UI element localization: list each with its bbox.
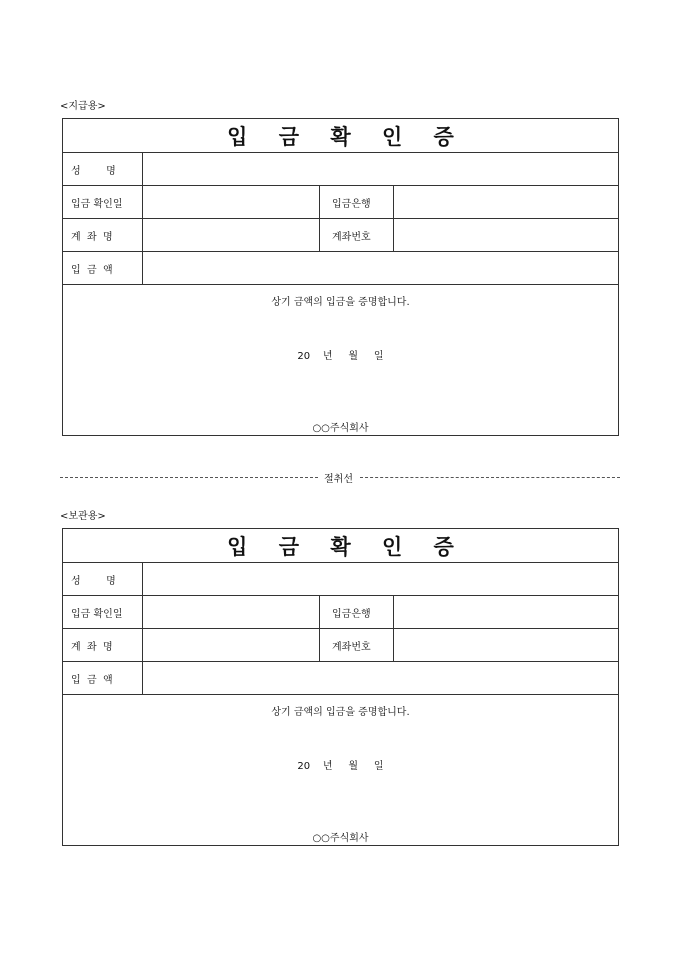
bank-field[interactable] (394, 596, 618, 628)
deposit-certificate-payment (62, 118, 619, 436)
form-title: 입 금 확 인 증 (63, 119, 618, 153)
cut-line-label: 절취선 (324, 474, 353, 485)
bank-field[interactable] (394, 186, 618, 218)
name-row (63, 153, 618, 186)
account-name-label: 계 좌 명 (63, 629, 143, 661)
copy-label-keep: <보관용> (60, 511, 106, 522)
cut-line-dash-left (60, 477, 318, 478)
deposit-certificate-keep (62, 528, 619, 846)
amount-field[interactable] (143, 662, 618, 694)
deposit-date-row (63, 186, 618, 219)
deposit-date-field[interactable] (143, 186, 320, 218)
name-field[interactable] (143, 153, 618, 185)
cut-line (60, 470, 620, 484)
name-field[interactable] (143, 563, 618, 595)
bank-label: 입금은행 (320, 186, 394, 218)
company-name: ○○주식회사 (312, 423, 369, 434)
bank-label: 입금은행 (320, 596, 394, 628)
account-name-field[interactable] (143, 219, 320, 251)
account-name-label: 계 좌 명 (63, 219, 143, 251)
certification-statement: 상기 금액의 입금을 증명합니다. (271, 707, 410, 718)
account-number-field[interactable] (394, 219, 618, 251)
account-number-field[interactable] (394, 629, 618, 661)
deposit-date-label: 입금 확인일 (63, 596, 143, 628)
certification-area (63, 285, 618, 435)
amount-field[interactable] (143, 252, 618, 284)
name-label: 성 명 (63, 563, 143, 595)
amount-row (63, 662, 618, 695)
name-label: 성 명 (63, 153, 143, 185)
form-title: 입 금 확 인 증 (63, 529, 618, 563)
account-row (63, 219, 618, 252)
certification-area (63, 695, 618, 845)
amount-row (63, 252, 618, 285)
certification-statement: 상기 금액의 입금을 증명합니다. (271, 297, 410, 308)
cut-line-dash-right (360, 477, 620, 478)
copy-label-payment: <지급용> (60, 101, 106, 112)
amount-label: 입 금 액 (63, 252, 143, 284)
company-name: ○○주식회사 (312, 833, 369, 844)
date-line: 20 년 월 일 (297, 351, 384, 362)
deposit-date-field[interactable] (143, 596, 320, 628)
amount-label: 입 금 액 (63, 662, 143, 694)
deposit-date-label: 입금 확인일 (63, 186, 143, 218)
deposit-date-row (63, 596, 618, 629)
account-number-label: 계좌번호 (320, 629, 394, 661)
date-line: 20 년 월 일 (297, 761, 384, 772)
account-name-field[interactable] (143, 629, 320, 661)
name-row (63, 563, 618, 596)
account-row (63, 629, 618, 662)
account-number-label: 계좌번호 (320, 219, 394, 251)
